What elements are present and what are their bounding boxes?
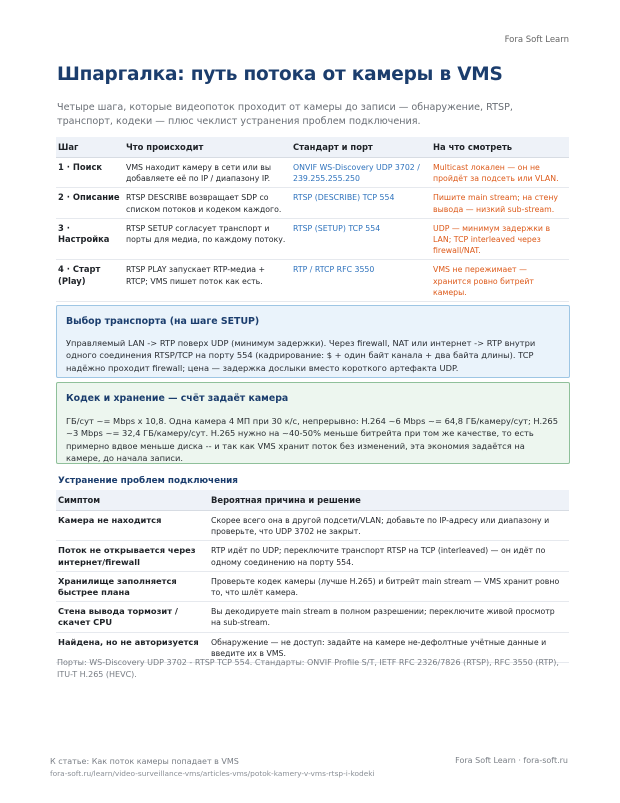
col-header-fix: Вероятная причина и решение bbox=[209, 490, 569, 511]
ports-note: Порты: WS-Discovery UDP 3702 - RTSP TCP 554. Стандарты: ONVIF Profile S/T, IETF RFC 2326/7826 (RTSP), RFC 3550 (RTP), ITU-T H.265 (HEVC). bbox=[57, 658, 559, 679]
step-watch-note: Пишите main stream; на стену вывода — низкий sub-stream. bbox=[431, 188, 569, 218]
col-header-what: Что происходит bbox=[124, 137, 291, 158]
troubleshooting-table-header bbox=[56, 490, 569, 511]
table-row bbox=[56, 218, 569, 260]
step-watch-note: UDP — минимум задержки в LAN; TCP interleaved через firewall/NAT. bbox=[431, 218, 569, 260]
fix: Скорее всего она в другой подсети/VLAN; добавьте по IP-адресу или диапазону и проверьте, что UDP 3702 не закрыт. bbox=[209, 511, 569, 541]
table-row bbox=[56, 188, 569, 218]
steps-table bbox=[56, 137, 569, 302]
symptom: Поток не открывается через интернет/firewall bbox=[56, 541, 209, 571]
fix: Проверьте кодек камеры (лучше H.265) и битрейт main stream — VMS хранит ровно то, что шлёт камера. bbox=[209, 571, 569, 601]
table-row bbox=[56, 571, 569, 601]
page-subtitle: Четыре шага, которые видеопоток проходит от камеры до записи — обнаружение, RTSP, транспорт, кодеки — плюс чеклист устранения проблем подключения. bbox=[57, 102, 513, 127]
codec-callout bbox=[56, 382, 570, 464]
transport-callout-title: Выбор транспорта (на шаге SETUP) bbox=[66, 316, 260, 327]
steps-table-header bbox=[56, 137, 569, 158]
fix: Обнаружение — не доступ: задайте на камере не-дефолтные учётные данные и введите их в VMS. bbox=[209, 632, 569, 662]
symptom: Хранилище заполняется быстрее плана bbox=[56, 571, 209, 601]
step-watch-note: VMS не пережимает — хранится ровно битрейт камеры. bbox=[431, 260, 569, 302]
table-row bbox=[56, 260, 569, 302]
table-row bbox=[56, 158, 569, 188]
fix: Вы декодируете main stream в полном разрешении; переключите живой просмотр на sub-stream. bbox=[209, 602, 569, 632]
footer-article bbox=[50, 756, 375, 780]
step-standard: RTSP (DESCRIBE) TCP 554 bbox=[291, 188, 431, 218]
step-standard: RTSP (SETUP) TCP 554 bbox=[291, 218, 431, 260]
codec-callout-text: ГБ/сут ~= Mbps x 10,8. Одна камера 4 МП при 30 к/с, непрерывно: H.264 ~6 Mbps ~= 64,8 ГБ/камеру/сут; H.265 ~3 Mbps ~= 32,4 ГБ/камеру/сут. H.265 нужно на ~40-50% меньше битрейта при том же качестве, то есть примерно вдвое меньше диска -- и так как VMS хранит поток без изменений, эта экономия задаётся на камере, до начала записи. bbox=[66, 416, 558, 463]
step-name: 4 · Старт (Play) bbox=[56, 260, 124, 302]
footer-article-title: К статье: Как поток камеры попадает в VMS bbox=[50, 757, 239, 766]
col-header-standard: Стандарт и порт bbox=[291, 137, 431, 158]
footer-brand: Fora Soft Learn · fora-soft.ru bbox=[455, 756, 568, 765]
step-standard: RTP / RTCP RFC 3550 bbox=[291, 260, 431, 302]
table-row bbox=[56, 511, 569, 541]
transport-callout-text: Управляемый LAN -> RTP поверх UDP (минимум задержки). Через firewall, NAT или интернет -> RTP внутри одного соединения RTSP/TCP на порту 554 (кадрирование: $ + один байт канала + два байта длины). TCP надёжно проходит firewall; цена — задержка дослыки вместо короткого артефакта UDP. bbox=[66, 338, 536, 373]
brand-label: Fora Soft Learn bbox=[504, 35, 569, 45]
symptom: Камера не находится bbox=[56, 511, 209, 541]
step-description: VMS находит камеру в сети или вы добавляете её по IP / диапазону IP. bbox=[124, 158, 291, 188]
col-header-symptom: Симптом bbox=[56, 490, 209, 511]
troubleshooting-title: Устранение проблем подключения bbox=[58, 476, 238, 486]
footer-article-link[interactable]: fora-soft.ru/learn/video-surveillance-vms/articles-vms/potok-kamery-v-vms-rtsp-i-kodeki bbox=[50, 769, 375, 778]
symptom: Стена вывода тормозит / скачет CPU bbox=[56, 602, 209, 632]
step-description: RTSP PLAY запускает RTP-медиа + RTCP; VMS пишет поток как есть. bbox=[124, 260, 291, 302]
step-description: RTSP SETUP согласует транспорт и порты для медиа, по каждому потоку. bbox=[124, 218, 291, 260]
col-header-look: На что смотреть bbox=[431, 137, 569, 158]
fix: RTP идёт по UDP; переключите транспорт RTSP на TCP (interleaved) — он идёт по одному соединению на порту 554. bbox=[209, 541, 569, 571]
transport-callout bbox=[56, 305, 570, 378]
step-name: 1 · Поиск bbox=[56, 158, 124, 188]
step-name: 2 · Описание bbox=[56, 188, 124, 218]
step-description: RTSP DESCRIBE возвращает SDP со списком потоков и кодеком каждого. bbox=[124, 188, 291, 218]
codec-callout-title: Кодек и хранение — счёт задаёт камера bbox=[66, 393, 289, 404]
step-name: 3 · Настройка bbox=[56, 218, 124, 260]
step-watch-note: Multicast локален — он не пройдёт за подсеть или VLAN. bbox=[431, 158, 569, 188]
table-row bbox=[56, 541, 569, 571]
page-title: Шпаргалка: путь потока от камеры в VMS bbox=[57, 64, 503, 85]
step-standard: ONVIF WS-Discovery UDP 3702 / 239.255.255.250 bbox=[291, 158, 431, 188]
col-header-step: Шаг bbox=[56, 137, 124, 158]
troubleshooting-table bbox=[56, 490, 569, 663]
table-row bbox=[56, 602, 569, 632]
symptom: Найдена, но не авторизуется bbox=[56, 632, 209, 662]
